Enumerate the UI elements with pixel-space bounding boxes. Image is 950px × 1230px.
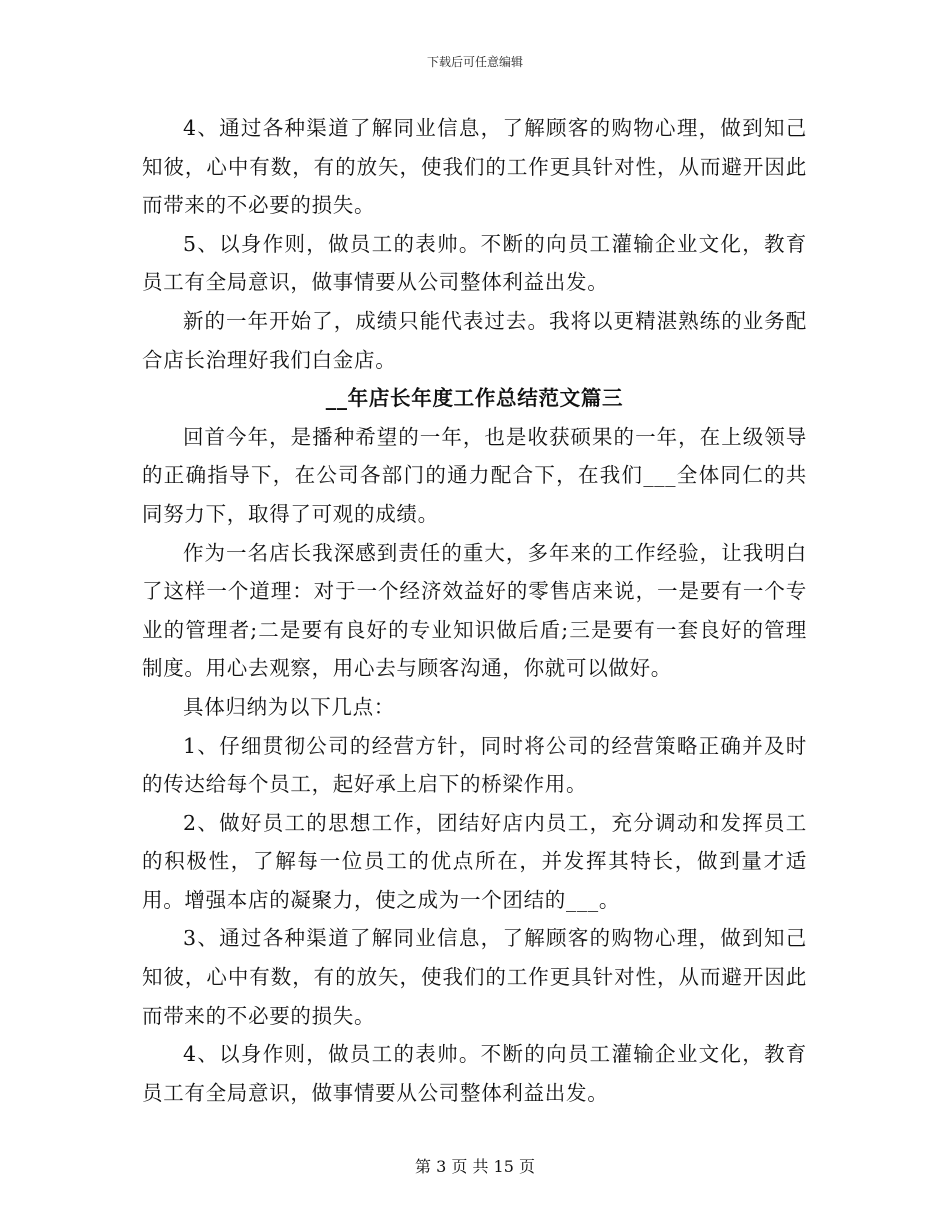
page-header: 下载后可任意编辑 [426, 55, 523, 69]
paragraph-new-year: 新的一年开始了，成绩只能代表过去。我将以更精湛熟练的业务配合店长治理好我们白金店。 [142, 308, 807, 372]
paragraph-responsibility: 作为一名店长我深感到责任的重大，多年来的工作经验，让我明白了这样一个道理：对于一个经济效益好的零售店来说，一是要有一个专业的管理者;二是要有良好的专业知识做后盾;三是要有一套良好的管理制度。用心去观察，用心去与顾客沟通，你就可以做好。 [142, 540, 807, 681]
document-body [142, 109, 807, 1112]
paragraph-item-5-example: 5、以身作则，做员工的表帅。不断的向员工灌输企业文化，教育员工有全局意识，做事情要从公司整体利益出发。 [142, 231, 807, 295]
page-footer: 第 3 页 共 15 页 [415, 1157, 535, 1176]
paragraph-review: 回首今年，是播种希望的一年，也是收获硕果的一年，在上级领导的正确指导下，在公司各部门的通力配合下，在我们___全体同仁的共同努力下，取得了可观的成绩。 [142, 424, 807, 526]
paragraph-point-4: 4、以身作则，做员工的表帅。不断的向员工灌输企业文化，教育员工有全局意识，做事情要从公司整体利益出发。 [142, 1042, 807, 1105]
paragraph-item-4-info: 4、通过各种渠道了解同业信息，了解顾客的购物心理，做到知己知彼，心中有数，有的放矢，使我们的工作更具针对性，从而避开因此而带来的不必要的损失。 [142, 116, 807, 218]
paragraph-summary-intro: 具体归纳为以下几点： [183, 694, 395, 719]
paragraph-point-2: 2、做好员工的思想工作，团结好店内员工，充分调动和发挥员工的积极性，了解每一位员工的优点所在，并发挥其特长，做到量才适用。增强本店的凝聚力，使之成为一个团结的___。 [142, 810, 807, 912]
paragraph-point-1: 1、仔细贯彻公司的经营方针，同时将公司的经营策略正确并及时的传达给每个员工，起好承上启下的桥梁作用。 [142, 733, 807, 797]
section-title: __年店长年度工作总结范文篇三 [325, 386, 624, 411]
paragraph-point-3: 3、通过各种渠道了解同业信息，了解顾客的购物心理，做到知己知彼，心中有数，有的放矢，使我们的工作更具针对性，从而避开因此而带来的不必要的损失。 [142, 926, 807, 1028]
